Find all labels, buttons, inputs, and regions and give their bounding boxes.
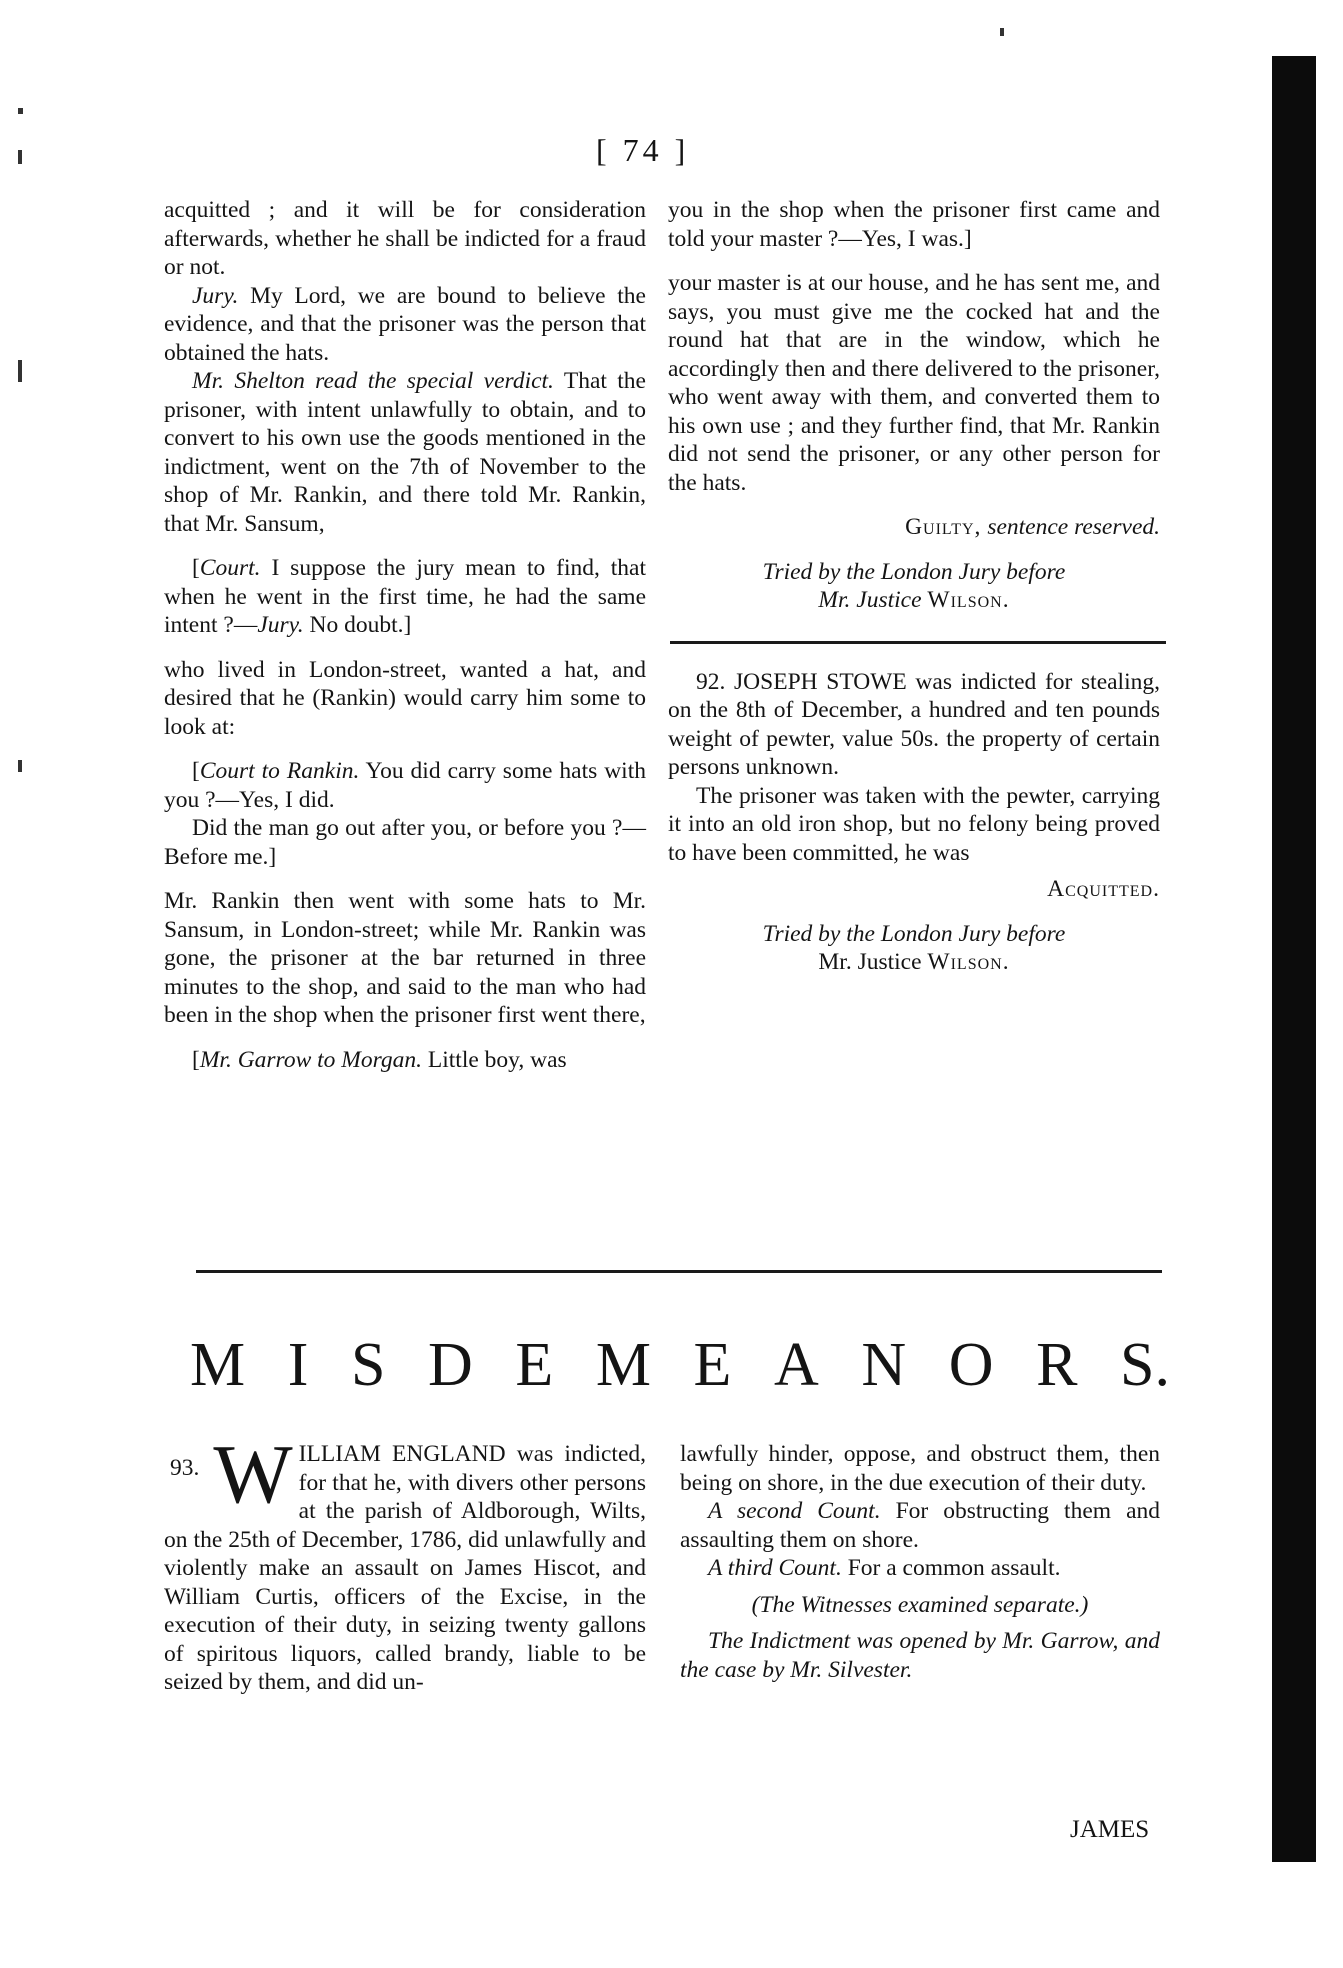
paragraph: lawfully hinder, oppose, and obstruct them, then being on shore, in the due execution of their duty. <box>680 1441 1160 1496</box>
defendant-name: ILLIAM ENGLAND <box>298 1441 506 1467</box>
paragraph-text: I suppose the jury mean to find, that when he went in the first time, he had the same intent ?— <box>164 555 646 638</box>
case-number: 92. <box>696 668 726 695</box>
scan-speck <box>18 150 22 164</box>
case-number: 93. <box>170 1455 200 1481</box>
bottom-left-column <box>164 1428 646 1697</box>
verdict-word: Guilty, <box>905 514 982 540</box>
section-divider-rule <box>196 1270 1162 1273</box>
count-label: A second Count. <box>708 1498 881 1524</box>
bracket: [ <box>192 758 200 784</box>
trial-note <box>668 586 1160 615</box>
heading-letter: N <box>861 1331 907 1399</box>
paragraph: who lived in London-street, wanted a hat, and desired that he (Rankin) would carry him some to look at: <box>164 656 646 740</box>
heading-letter: M <box>190 1331 246 1399</box>
verdict <box>668 513 1160 542</box>
judge-title: Mr. Justice <box>818 949 928 975</box>
paragraph-text: No doubt.] <box>303 612 412 638</box>
heading-letter: R <box>1036 1331 1078 1399</box>
paragraph <box>680 1497 1160 1554</box>
scan-edge-shadow <box>1272 56 1316 1862</box>
paragraph-text: was indicted for stealing, on the 8th of December, a hundred and ten pounds weight of pewter, value 50s. the property of certain persons unknown. <box>668 668 1160 780</box>
catchword: JAMES <box>1070 1816 1150 1843</box>
paragraph <box>164 554 646 640</box>
speaker-label: Court to Rankin. <box>199 758 360 784</box>
paragraph-text: My Lord, we are bound to believe the evidence, and that the prisoner was the person that obtained the hats. <box>164 282 646 366</box>
left-column <box>164 196 646 1074</box>
heading-letter: M <box>595 1331 651 1399</box>
paragraph <box>164 367 646 538</box>
scan-speck <box>1000 28 1004 36</box>
speaker-label: Jury. <box>192 282 239 309</box>
count-label: A third Count. <box>708 1555 842 1581</box>
paragraph: you in the shop when the prisoner first came and told your master ?—Yes, I was.] <box>668 197 1160 252</box>
paragraph <box>164 1428 646 1697</box>
heading-letter: I <box>287 1331 309 1399</box>
paragraph <box>164 282 646 368</box>
witness-note: (The Witnesses examined separate.) <box>751 1591 1089 1618</box>
heading-letter: S <box>350 1331 386 1399</box>
heading-letter: E <box>515 1331 554 1399</box>
bracket: [ <box>192 1046 200 1073</box>
paragraph <box>668 668 1160 782</box>
paragraph: Did the man go out after you, or before you ?—Before me.] <box>164 815 646 870</box>
paragraph-text: Little boy, was <box>422 1046 567 1073</box>
heading-letter: A <box>774 1331 819 1399</box>
drop-cap: W <box>213 1428 293 1521</box>
defendant-name: JOSEPH STOWE <box>725 668 907 695</box>
right-column <box>668 196 1160 977</box>
scan-speck <box>18 108 23 114</box>
speaker-label: Mr. Garrow to Morgan. <box>199 1046 423 1073</box>
page-number: [ 74 ] <box>596 132 690 168</box>
heading-letter: D <box>428 1331 473 1399</box>
paragraph: The Indictment was opened by Mr. Garrow, and the case by Mr. Silvester. <box>680 1628 1160 1683</box>
scan-speck <box>18 360 22 382</box>
judge-title: Mr. Justice <box>818 587 928 613</box>
paragraph-text: For a common assault. <box>841 1555 1061 1581</box>
bottom-right-column <box>680 1440 1160 1684</box>
speaker-label: Jury. <box>257 612 304 638</box>
paragraph <box>164 1046 646 1075</box>
paragraph <box>680 1554 1160 1583</box>
paragraph-text: For obstructing them and assaulting them on shore. <box>680 1498 1160 1553</box>
paragraph: your master is at our house, and he has sent me, and says, you must give me the cocked hat and the round hat that are in the window, which he accordingly then and there delivered to the prisoner, who went away with them, and converted them to his own use ; and they further find, that Mr. Rankin did not send the prisoner, or any other person for the hats. <box>668 270 1160 496</box>
heading-letter: S. <box>1120 1331 1170 1399</box>
paragraph: The prisoner was taken with the pewter, carrying it into an old iron shop, but no felony being proved to have been committed, he was <box>668 782 1160 866</box>
paragraph: acquitted ; and it will be for consideration afterwards, whether he shall be indicted for a fraud or not. <box>164 197 646 280</box>
judge-name: Wilson. <box>927 587 1010 613</box>
trial-note: Tried by the London Jury before <box>762 558 1066 585</box>
paragraph <box>164 757 646 814</box>
heading-letter: O <box>948 1331 994 1399</box>
section-heading <box>190 1330 1170 1400</box>
paragraph-text: That the prisoner, with intent unlawfully to obtain, and to convert to his own use the goods mentioned in the indictment, went on the 7th of November to the shop of Mr. Rankin, and there told Mr. Rankin, that Mr. Sansum, <box>164 368 646 537</box>
paragraph-text: was indicted, for that he, with divers other persons at the parish of Aldborough, Wilts, on the 25th of December, 1786, did unlawfully and violently make an assault on James Hiscot, and William Curtis, officers of the Excise, in the execution of their duty, in seizing twenty gallons of spiritous liquors, called brandy, liable to be seized by them, and did un- <box>164 1441 646 1695</box>
trial-note <box>668 948 1160 977</box>
verdict-note: sentence reserved. <box>981 514 1160 540</box>
speaker-label: Court. <box>199 555 261 581</box>
scan-speck <box>18 760 22 772</box>
heading-letter: E <box>693 1331 732 1399</box>
paragraph: Mr. Rankin then went with some hats to Mr. Sansum, in London-street; while Mr. Rankin was gone, the prisoner at the bar returned in three minutes to the shop, and said to the man who had been in the shop when the prisoner first went there, <box>164 888 646 1028</box>
judge-name: Wilson. <box>927 949 1010 975</box>
verdict: Acquitted. <box>1047 876 1160 902</box>
bracket: [ <box>192 555 200 581</box>
speaker-label: Mr. Shelton read the special verdict. <box>192 368 554 394</box>
trial-note: Tried by the London Jury before <box>762 920 1066 947</box>
paragraph-text: You did carry some hats with you ?—Yes, I did. <box>164 758 646 813</box>
